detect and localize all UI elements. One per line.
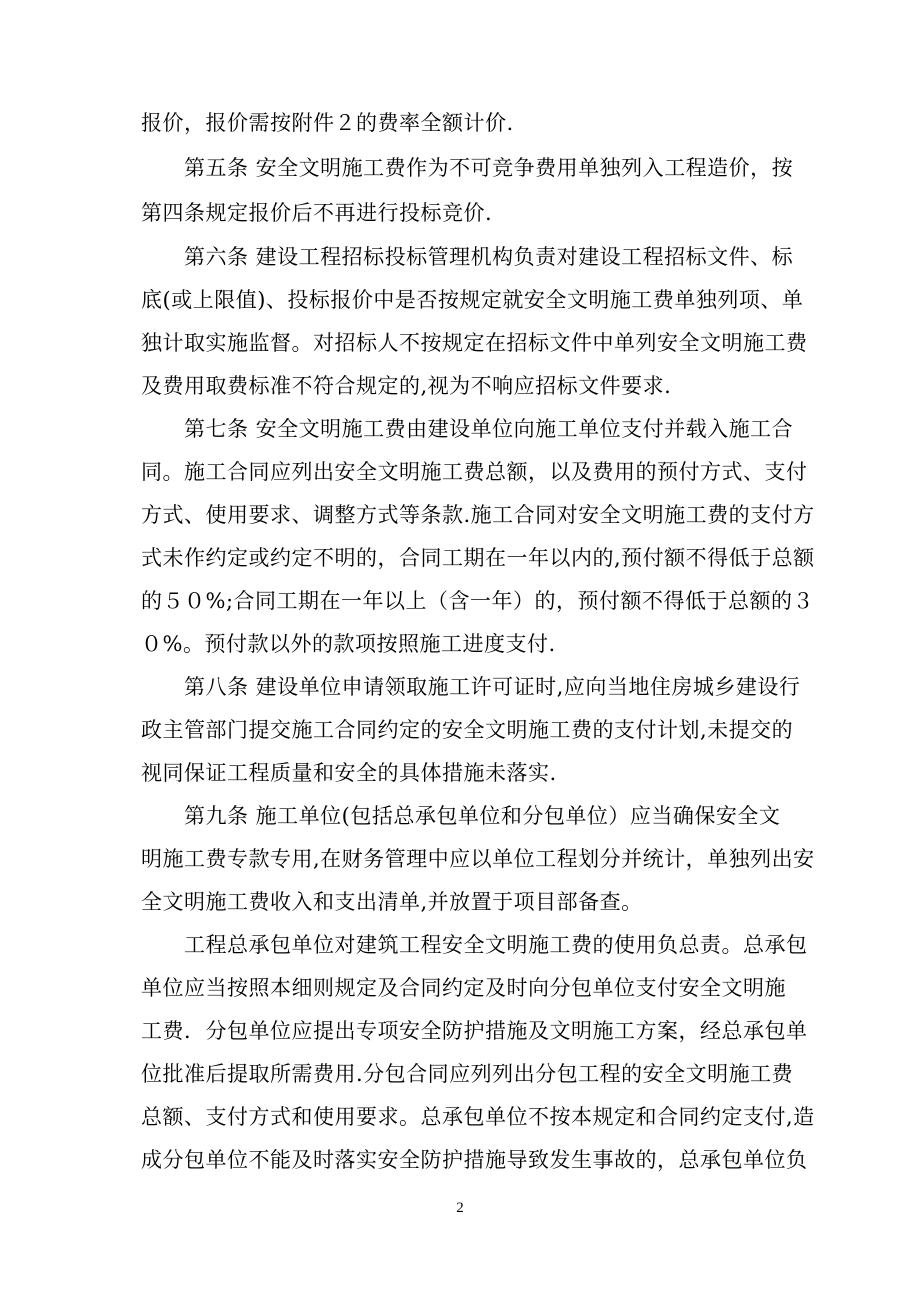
paragraph-general-contractor-line: 工程总承包单位对建筑工程安全文明施工费的使用负总责。总承包 xyxy=(184,933,808,957)
article-8-line: 第八条 建设单位申请领取施工许可证时,应向当地住房城乡建设行 xyxy=(184,675,801,699)
text-line: 及费用取费标准不符合规定的,视为不响应招标文件要求. xyxy=(141,374,672,398)
article-9-line: 第九条 施工单位(包括总承包单位和分包单位）应当确保安全文 xyxy=(184,804,781,828)
text-line: 独计取实施监督。对招标人不按规定在招标文件中单列安全文明施工费 xyxy=(141,331,808,355)
text-line: 明施工费专款专用,在财务管理中应以单位工程划分并统计，单独列出安 xyxy=(141,847,815,871)
article-6-line: 第六条 建设工程招标投标管理机构负责对建设工程招标文件、标 xyxy=(184,245,794,269)
page-number: 2 xyxy=(456,1200,464,1216)
text-line: 工费．分包单位应提出专项安全防护措施及文明施工方案，经总承包单 xyxy=(141,1019,808,1043)
text-line: 报价，报价需按附件２的费率全额计价. xyxy=(141,111,514,135)
text-line: 第四条规定报价后不再进行投标竞价. xyxy=(141,201,493,225)
text-line: 单位应当按照本细则规定及合同约定及时向分包单位支付安全文明施 xyxy=(141,976,786,1000)
text-line: 政主管部门提交施工合同约定的安全文明施工费的支付计划,未提交的 xyxy=(141,718,794,742)
article-5-line: 第五条 安全文明施工费作为不可竞争费用单独列入工程造价，按 xyxy=(184,156,794,180)
text-line: 方式、使用要求、调整方式等条款.施工合同对安全文明施工费的支付方 xyxy=(141,503,815,527)
text-line: 底(或上限值)、投标报价中是否按规定就安全文明施工费单独列项、单 xyxy=(141,288,804,312)
text-line: 全文明施工费收入和支出清单,并放置于项目部备查。 xyxy=(141,890,643,914)
text-line: 总额、支付方式和使用要求。总承包单位不按本规定和合同约定支付,造 xyxy=(141,1105,815,1129)
text-line: 成分包单位不能及时落实安全防护措施导致发生事故的，总承包单位负 xyxy=(141,1148,808,1172)
text-line: ０%。预付款以外的款项按照施工进度支付. xyxy=(141,632,556,656)
article-7-line: 第七条 安全文明施工费由建设单位向施工单位支付并载入施工合 xyxy=(184,417,794,441)
text-line: 视同保证工程质量和安全的具体措施未落实. xyxy=(141,761,557,785)
text-line: 的５０%;合同工期在一年以上（含一年）的，预付额不得低于总额的３ xyxy=(141,589,815,613)
text-line: 式未作约定或约定不明的，合同工期在一年以内的,预付额不得低于总额 xyxy=(141,546,815,570)
text-line: 同。施工合同应列出安全文明施工费总额，以及费用的预付方式、支付 xyxy=(141,460,808,484)
text-line: 位批准后提取所需费用.分包合同应列列出分包工程的安全文明施工费 xyxy=(141,1062,794,1086)
